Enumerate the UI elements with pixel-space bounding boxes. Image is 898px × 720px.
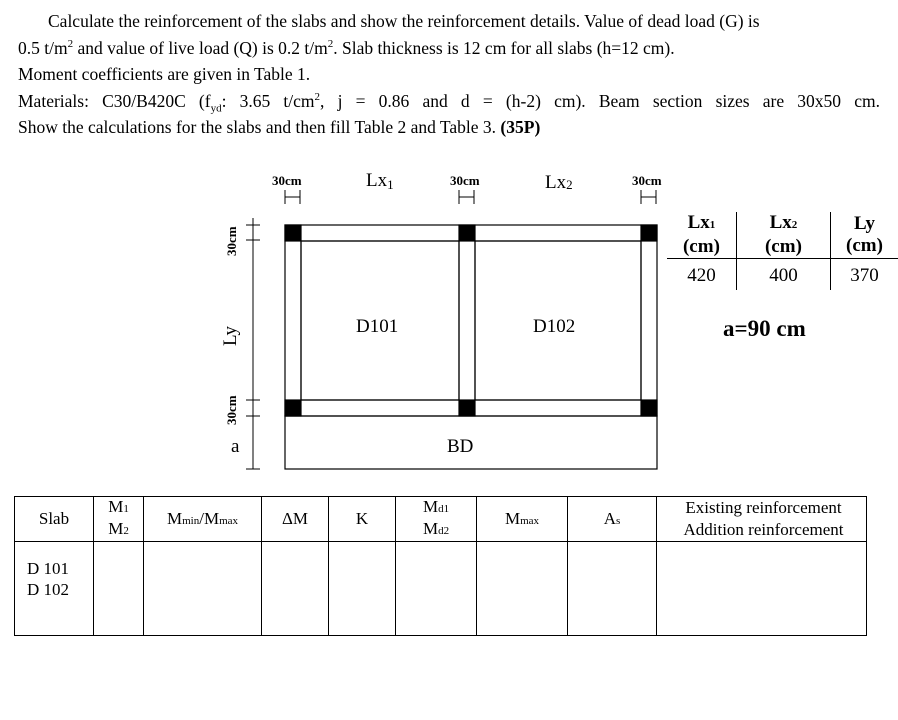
slab-label-d101: D101 — [356, 316, 399, 337]
problem-line-4: Materials: C30/B420C ($f_{yd}$: 3.65 $t/cm^2$, j = 0.86 and d = (h-2) cm). Beam section sizes are 30x50 cm. — [18, 90, 880, 114]
left-dim-a: a — [231, 436, 240, 457]
problem-line-2: 0.5 $t/m^2$ and value of live load (Q) is 0.2 $t/m^2$. Slab thickness is 12 cm for all slabs (h=12 cm). — [18, 37, 675, 58]
dims-header-lx2: Lx2 (cm) — [736, 212, 830, 259]
col-delta-m: ΔM — [262, 497, 329, 542]
top-dim-col1: 30cm — [272, 173, 302, 188]
col-mmax: Mmax — [477, 497, 568, 542]
cell-delta-m[interactable] — [262, 542, 329, 636]
problem-line-5: Show the calculations for the slabs and then fill Table 2 and Table 3. (35P) — [18, 117, 541, 137]
span-dimensions-table — [667, 212, 898, 290]
top-dim-lx2: Lx2 — [545, 172, 573, 193]
columns — [285, 225, 657, 416]
col-md1-md2: Md1 Md2 — [396, 497, 477, 542]
dims-value-lx2: 400 — [736, 259, 830, 291]
col-reinforcement: Existing reinforcement Addition reinforcement — [657, 497, 867, 542]
left-dim-top: 30cm — [224, 226, 239, 256]
row-d101: D 101 — [27, 559, 70, 578]
problem-line-1: Calculate the reinforcement of the slabs and show the reinforcement details. Value of dead load (G) is — [48, 11, 760, 31]
cell-mmin-mmax[interactable] — [144, 542, 262, 636]
cell-md1-md2[interactable] — [396, 542, 477, 636]
beam-outlines — [285, 225, 657, 469]
col-k: K — [329, 497, 396, 542]
problem-statement — [18, 8, 880, 141]
a-dimension-note: a=90 cm — [723, 316, 806, 341]
col-mmin-mmax: Mmin/Mmax — [144, 497, 262, 542]
col-as: As — [568, 497, 657, 542]
dims-header-ly: Ly (cm) — [846, 213, 883, 256]
left-dimension-line — [246, 218, 260, 469]
row-d102: D 102 — [27, 580, 70, 599]
top-dimension-line — [285, 190, 656, 204]
reinforcement-table — [14, 496, 867, 636]
row-slabs — [15, 542, 94, 636]
top-dim-col2: 30cm — [450, 173, 480, 188]
dims-header-lx1: Lx1 (cm) — [667, 212, 736, 259]
left-dim-bottom: 30cm — [224, 395, 239, 425]
cell-m1-m2[interactable] — [94, 542, 144, 636]
cell-as[interactable] — [568, 542, 657, 636]
cell-mmax[interactable] — [477, 542, 568, 636]
top-dim-col3: 30cm — [632, 173, 662, 188]
top-dim-lx1: Lx1 — [366, 170, 394, 192]
col-slab: Slab — [15, 497, 94, 542]
balcony-label: BD — [447, 436, 474, 457]
problem-line-3: Moment coefficients are given in Table 1. — [18, 64, 311, 84]
dims-value-lx1: 420 — [667, 259, 736, 291]
slab-label-d102: D102 — [533, 316, 576, 337]
cell-reinforcement[interactable] — [657, 542, 867, 636]
cell-k[interactable] — [329, 542, 396, 636]
left-dim-ly: Ly — [220, 325, 241, 346]
dims-value-ly: 370 — [850, 265, 879, 286]
col-m1-m2: M1 M2 — [94, 497, 144, 542]
